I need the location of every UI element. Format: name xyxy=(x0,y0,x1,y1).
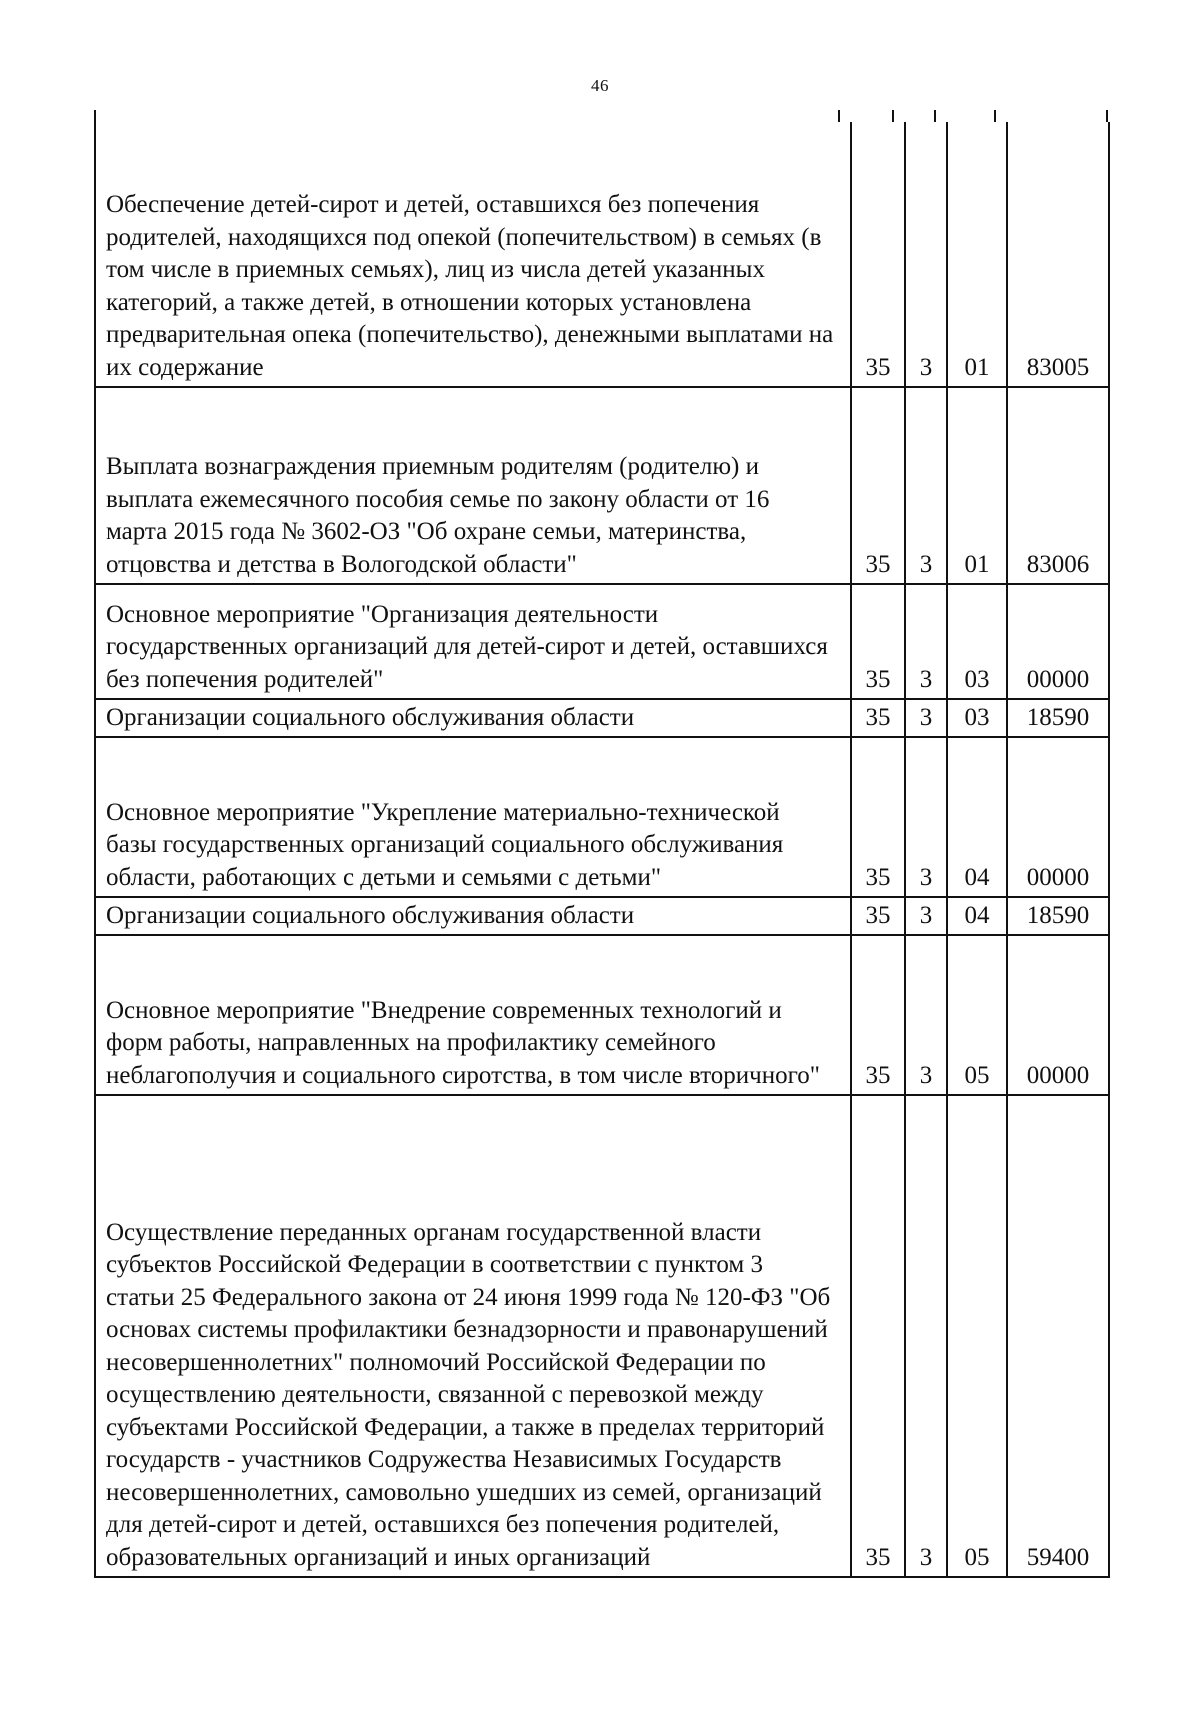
row-description: Основное мероприятие "Организация деятельности государственных организаций для детей-сирот и детей, оставшихся без попечения родителей" xyxy=(106,600,828,693)
row-code-direction: 83005 xyxy=(1026,353,1090,381)
row-code-direction: 18590 xyxy=(1026,703,1090,731)
row-description: Осуществление переданных органам государственной власти субъектов Российской Федерации в соответствии с пунктом 3 статьи 25 Федерального закона от 24 июня 1999 года № 120-ФЗ "Об основах системы профилактики безнадзорности и правонарушений несовершеннолетних" полномочий Российской Федерации по осуществлению деятельности, связанной с перевозкой между субъектами Российской Федерации, а также в пределах территорий государств - участников Содружества Независимых Государств несовершеннолетних, самовольно ушедших из семей, организаций для детей-сирот и детей, оставшихся без попечения родителей, образовательных организаций и иных организаций xyxy=(106,1218,831,1571)
row-code-subprogram: 3 xyxy=(919,863,933,891)
row-description-cell xyxy=(96,387,851,584)
row-description: Основное мероприятие "Укрепление материально-технической базы государственных организаций социального обслуживания области, работающих с детьми и семьями с детьми" xyxy=(106,798,784,891)
row-description-cell xyxy=(96,897,851,935)
row-description-cell xyxy=(96,699,851,737)
row-code-subprogram: 3 xyxy=(919,550,933,578)
row-code-direction: 18590 xyxy=(1026,901,1090,929)
table-top-stub xyxy=(94,110,1108,122)
row-code-event-cell xyxy=(947,122,1007,387)
row-code-chapter-cell xyxy=(851,122,905,387)
row-code-chapter: 35 xyxy=(865,353,891,381)
row-code-event: 01 xyxy=(964,353,990,381)
column-separator-stub xyxy=(994,110,996,122)
row-code-subprogram-cell xyxy=(905,584,947,699)
row-code-direction-cell xyxy=(1007,1095,1109,1577)
row-code-event-cell xyxy=(947,935,1007,1095)
row-code-direction-cell xyxy=(1007,387,1109,584)
row-code-chapter: 35 xyxy=(865,863,891,891)
row-code-chapter: 35 xyxy=(865,1543,891,1571)
row-code-subprogram: 3 xyxy=(919,1061,933,1089)
row-code-direction-cell xyxy=(1007,122,1109,387)
row-code-chapter-cell xyxy=(851,387,905,584)
table-row xyxy=(96,737,1109,897)
column-separator-stub xyxy=(934,110,936,122)
row-code-event-cell xyxy=(947,1095,1007,1577)
row-description: Выплата вознаграждения приемным родителям (родителю) и выплата ежемесячного пособия семье по закону области от 16 марта 2015 года № 3602-ОЗ "Об охране семьи, материнства, отцовства и детства в Вологодской области" xyxy=(106,453,770,578)
left-edge-stub xyxy=(94,110,96,122)
column-separator-stub xyxy=(838,110,840,122)
row-code-event: 04 xyxy=(964,863,990,891)
row-code-chapter-cell xyxy=(851,1095,905,1577)
row-code-subprogram-cell xyxy=(905,122,947,387)
row-code-subprogram-cell xyxy=(905,897,947,935)
row-description-cell xyxy=(96,935,851,1095)
row-description-cell xyxy=(96,737,851,897)
row-code-subprogram: 3 xyxy=(919,353,933,381)
budget-classification-table xyxy=(96,122,1110,1578)
row-code-direction-cell xyxy=(1007,699,1109,737)
row-code-direction-cell xyxy=(1007,584,1109,699)
row-code-event-cell xyxy=(947,737,1007,897)
row-code-subprogram-cell xyxy=(905,935,947,1095)
table-row xyxy=(96,387,1109,584)
row-code-subprogram-cell xyxy=(905,737,947,897)
row-code-subprogram: 3 xyxy=(919,1543,933,1571)
row-description: Обеспечение детей-сирот и детей, оставшихся без попечения родителей, находящихся под опекой (попечительством) в семьях (в том числе в приемных семьях), лиц из числа детей указанных категорий, а также детей, в отношении которых установлена предварительная опека (попечительство), денежными выплатами на их содержание xyxy=(106,191,834,381)
row-code-event: 03 xyxy=(964,665,990,693)
row-code-event-cell xyxy=(947,584,1007,699)
row-code-direction: 00000 xyxy=(1026,1061,1090,1089)
table-row xyxy=(96,699,1109,737)
row-code-chapter-cell xyxy=(851,897,905,935)
page-number: 46 xyxy=(591,76,609,95)
row-description: Организации социального обслуживания области xyxy=(106,703,635,731)
row-code-chapter-cell xyxy=(851,584,905,699)
row-code-direction: 00000 xyxy=(1026,863,1090,891)
row-code-event: 04 xyxy=(964,901,990,929)
row-code-direction: 00000 xyxy=(1026,665,1090,693)
row-code-chapter-cell xyxy=(851,699,905,737)
row-code-event: 05 xyxy=(964,1061,990,1089)
row-code-chapter: 35 xyxy=(865,703,891,731)
row-code-event: 03 xyxy=(964,703,990,731)
row-description-cell xyxy=(96,122,851,387)
row-code-subprogram-cell xyxy=(905,699,947,737)
row-code-subprogram-cell xyxy=(905,1095,947,1577)
row-code-chapter: 35 xyxy=(865,665,891,693)
row-code-direction-cell xyxy=(1007,737,1109,897)
row-code-chapter-cell xyxy=(851,737,905,897)
row-code-subprogram: 3 xyxy=(919,703,933,731)
table-row xyxy=(96,935,1109,1095)
row-code-event-cell xyxy=(947,897,1007,935)
row-code-chapter: 35 xyxy=(865,550,891,578)
table-row xyxy=(96,584,1109,699)
row-description: Организации социального обслуживания области xyxy=(106,901,635,929)
row-description-cell xyxy=(96,1095,851,1577)
row-description: Основное мероприятие "Внедрение современных технологий и форм работы, направленных на профилактику семейного неблагополучия и социального сиротства, в том числе вторичного" xyxy=(106,996,820,1089)
table-row xyxy=(96,122,1109,387)
row-code-chapter: 35 xyxy=(865,1061,891,1089)
row-code-event-cell xyxy=(947,699,1007,737)
row-description-cell xyxy=(96,584,851,699)
row-code-subprogram-cell xyxy=(905,387,947,584)
table-row xyxy=(96,1095,1109,1577)
row-code-direction-cell xyxy=(1007,897,1109,935)
row-code-chapter: 35 xyxy=(865,901,891,929)
row-code-event: 01 xyxy=(964,550,990,578)
row-code-direction: 59400 xyxy=(1026,1543,1090,1571)
column-separator-stub xyxy=(1106,110,1108,122)
row-code-chapter-cell xyxy=(851,935,905,1095)
table-row xyxy=(96,897,1109,935)
row-code-subprogram: 3 xyxy=(919,665,933,693)
row-code-event-cell xyxy=(947,387,1007,584)
row-code-event: 05 xyxy=(964,1543,990,1571)
column-separator-stub xyxy=(892,110,894,122)
budget-table-container xyxy=(94,122,1110,1578)
row-code-subprogram: 3 xyxy=(919,901,933,929)
row-code-direction-cell xyxy=(1007,935,1109,1095)
row-code-direction: 83006 xyxy=(1026,550,1090,578)
